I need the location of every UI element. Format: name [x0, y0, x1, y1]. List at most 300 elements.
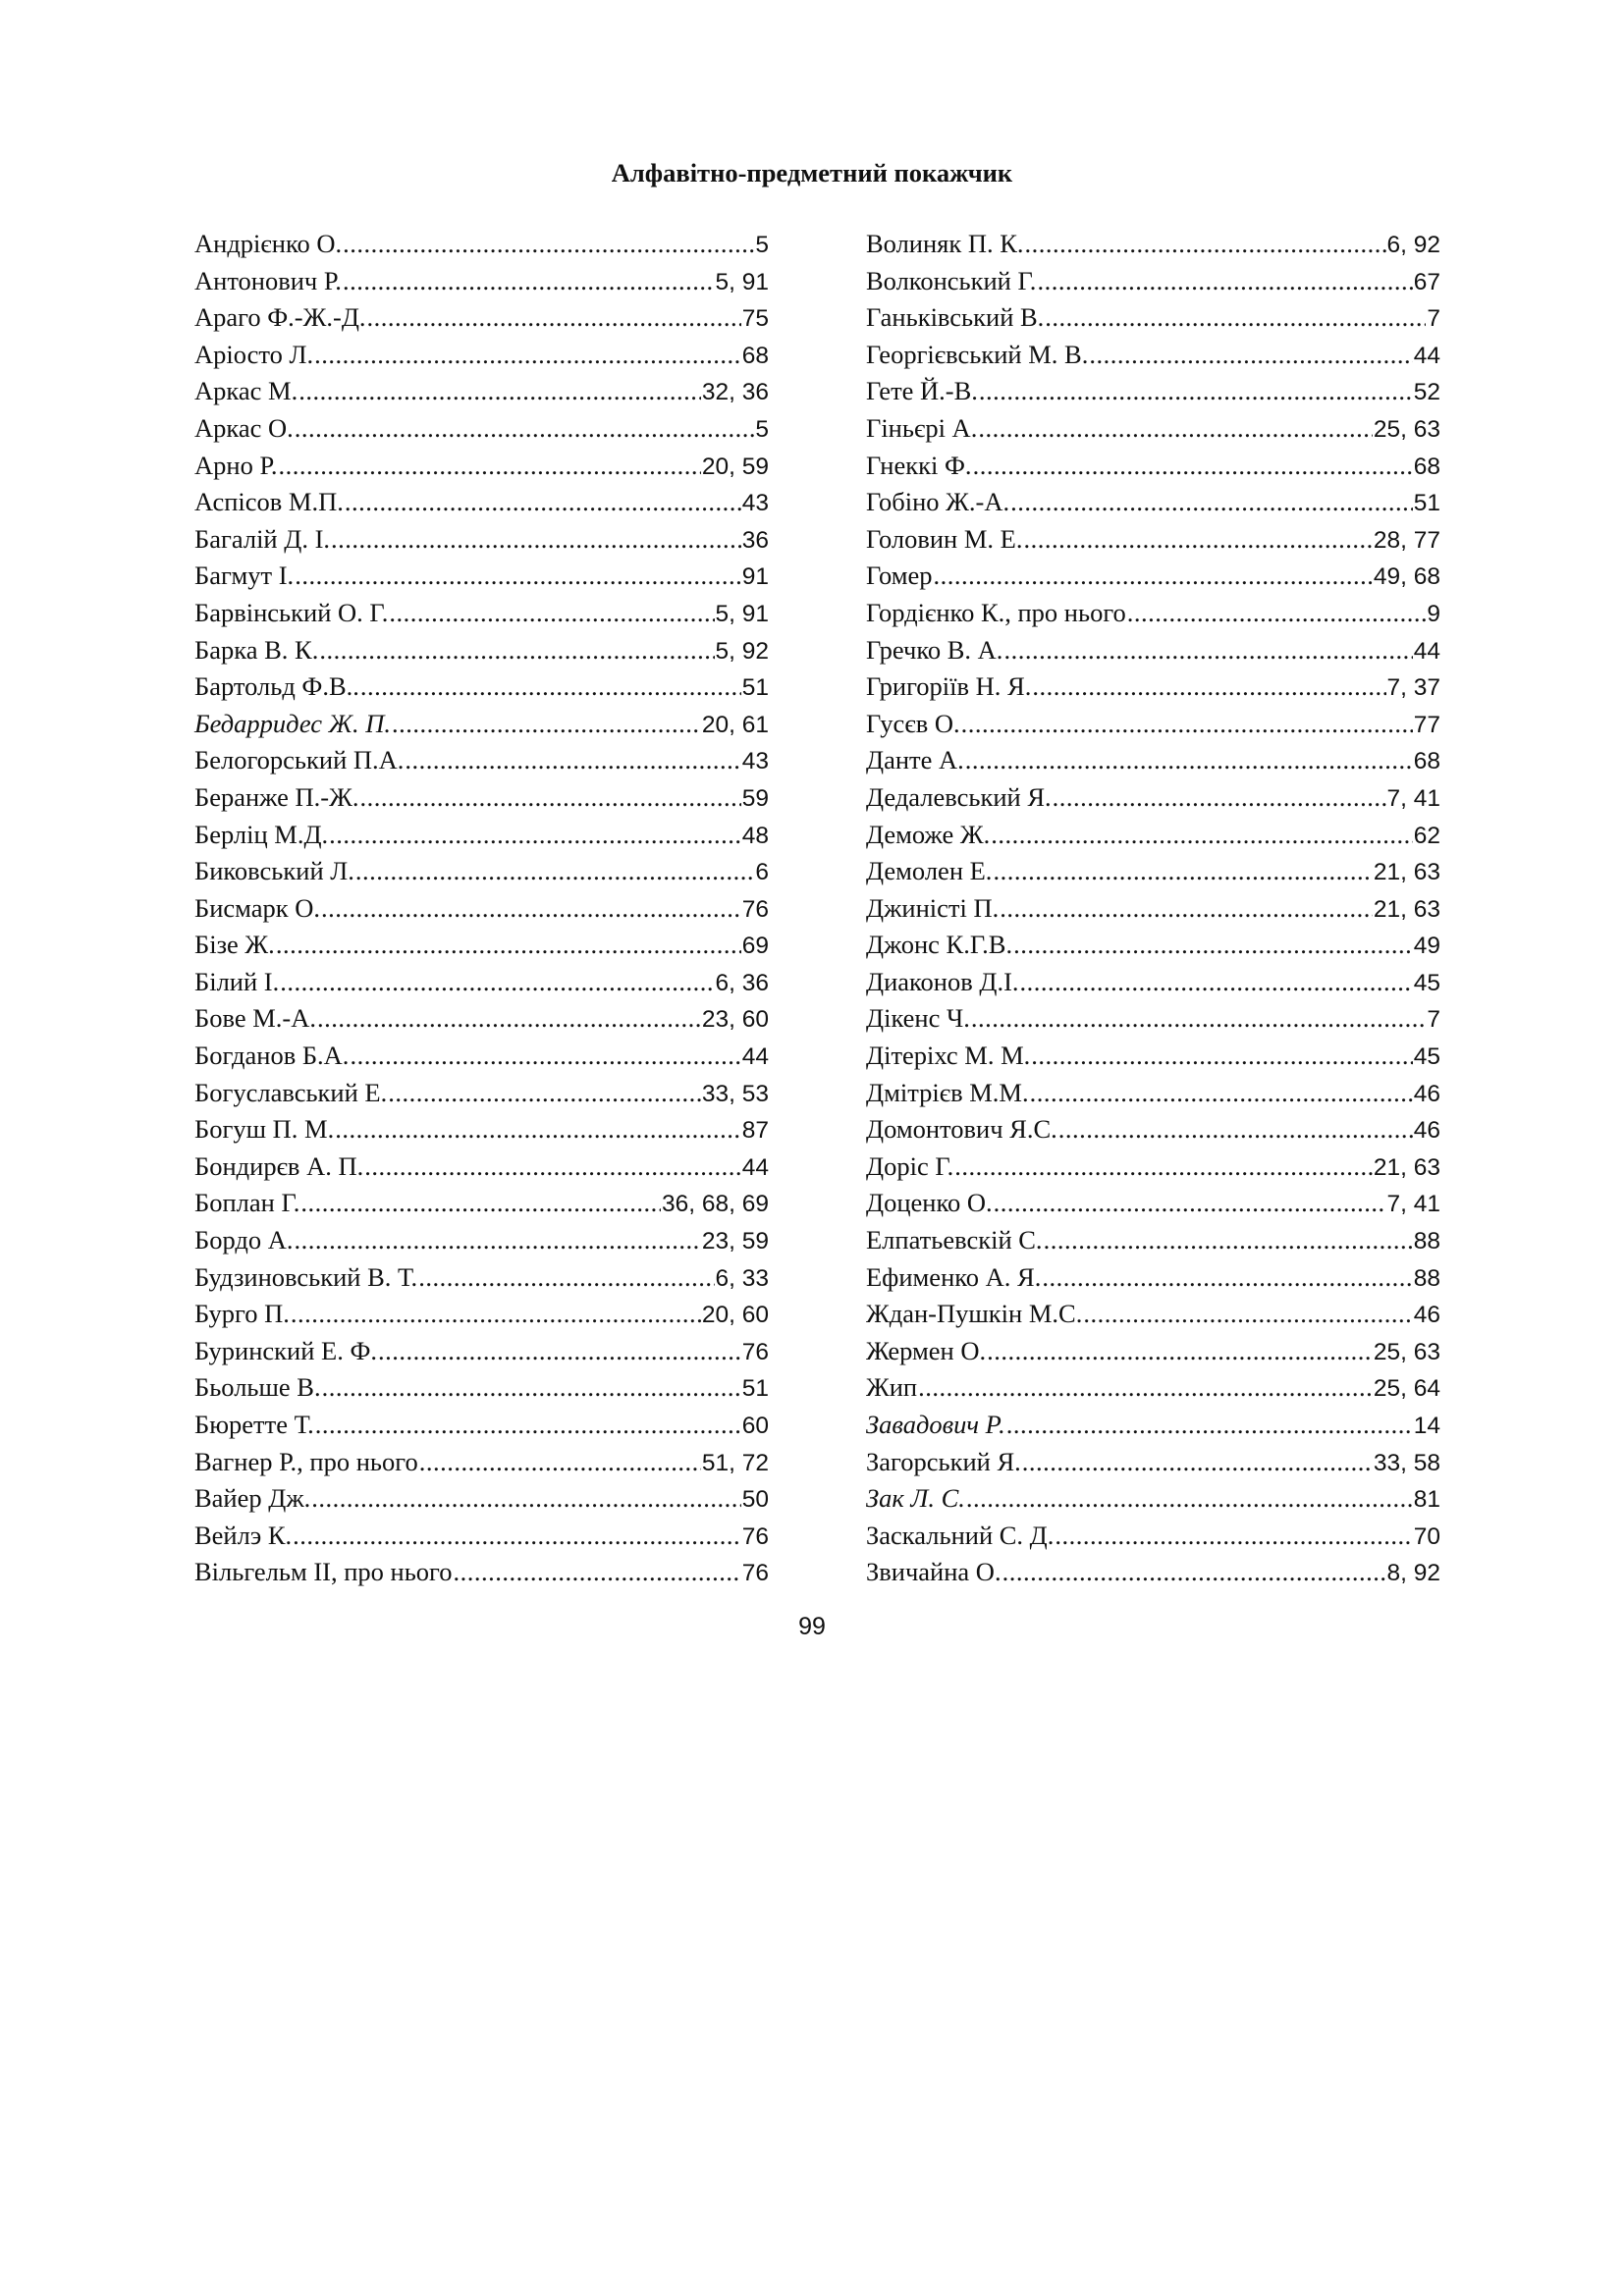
index-entry-pages: 23, 59 — [701, 1228, 769, 1255]
index-entry — [194, 1369, 769, 1407]
index-entry — [866, 817, 1440, 854]
index-entry-pages: 43 — [741, 748, 769, 775]
index-entry-pages: 21, 63 — [1373, 859, 1440, 886]
index-entry — [194, 668, 769, 706]
dot-leader — [355, 853, 755, 890]
index-entry-name: Антонович Р. — [194, 265, 342, 295]
index-entry-name: Волконський Г. — [866, 265, 1037, 295]
index-entry-name: Вейлэ К. — [194, 1520, 293, 1550]
index-entry — [194, 632, 769, 669]
index-entry — [194, 706, 769, 743]
index-entry-name: Гордієнко К., про нього — [866, 597, 1126, 627]
index-entry-pages: 87 — [741, 1117, 769, 1145]
index-entry-pages: 51 — [741, 1375, 769, 1403]
dot-leader — [1020, 964, 1413, 1001]
index-entry-pages: 25, 63 — [1373, 1338, 1440, 1365]
index-entry-pages: 6, 36 — [715, 969, 769, 996]
index-entry-pages: 33, 58 — [1373, 1449, 1440, 1476]
dot-leader — [1022, 1444, 1373, 1481]
dot-leader — [979, 373, 1413, 410]
index-entry-name: Доріс Г. — [866, 1150, 954, 1181]
dot-leader — [295, 1222, 701, 1259]
index-entry-pages: 49, 68 — [1373, 563, 1440, 591]
index-entry-pages: 45 — [1413, 969, 1440, 996]
index-entry-pages: 6, 92 — [1386, 232, 1440, 258]
index-entry-name: Бондирєв А. П. — [194, 1150, 364, 1181]
dot-leader — [1083, 1296, 1412, 1333]
index-entry — [866, 890, 1440, 928]
page-number: 99 — [798, 1613, 826, 1640]
index-entry — [194, 742, 769, 779]
index-entry-name: Богуславський Е. — [194, 1077, 388, 1107]
index-entry — [866, 1075, 1440, 1112]
index-entry-name: Бурго П. — [194, 1299, 290, 1329]
index-entry-pages: 28, 77 — [1373, 526, 1440, 554]
index-entry-name: Дітеріхс М. М. — [866, 1041, 1031, 1071]
index-entry-name: Богуш П. М. — [194, 1114, 335, 1145]
index-entry-pages: 44 — [1413, 637, 1440, 665]
index-entry-name: Багалій Д. І. — [194, 523, 331, 554]
dot-leader — [1003, 632, 1412, 669]
dot-leader — [295, 558, 741, 595]
index-entry-pages: 68 — [1413, 748, 1440, 775]
index-entry — [866, 1038, 1440, 1075]
index-entry-name: Волиняк П. К. — [866, 229, 1024, 258]
dot-leader — [378, 1333, 741, 1370]
index-entry — [194, 263, 769, 300]
index-entry-pages: 7 — [1427, 305, 1440, 333]
index-entry — [194, 890, 769, 928]
index-entry-pages: 77 — [1413, 711, 1440, 738]
dot-leader — [279, 448, 701, 485]
index-entry-pages: 5 — [755, 232, 769, 258]
index-entry — [866, 964, 1440, 1001]
index-entry — [194, 521, 769, 559]
index-entry-pages: 33, 53 — [701, 1080, 769, 1107]
index-entry-pages: 44 — [741, 1043, 769, 1071]
dot-leader — [1045, 299, 1426, 337]
index-entry-pages: 75 — [741, 305, 769, 333]
index-entry — [866, 632, 1440, 669]
dot-leader — [419, 1444, 701, 1481]
index-entry — [866, 706, 1440, 743]
index-entry — [866, 448, 1440, 485]
index-entry-pages: 69 — [741, 933, 769, 960]
dot-leader — [994, 1185, 1386, 1222]
dot-leader — [329, 817, 741, 854]
dot-leader — [1013, 927, 1413, 964]
index-entry — [194, 595, 769, 632]
dot-leader — [1127, 595, 1427, 632]
index-entry — [866, 1111, 1440, 1148]
index-entry-pages: 51, 72 — [701, 1449, 769, 1476]
index-entry-pages: 50 — [741, 1486, 769, 1514]
index-entry-name: Жип — [866, 1372, 918, 1403]
index-entry-name: Ждан-Пушкін М.С. — [866, 1299, 1083, 1329]
index-entry — [866, 521, 1440, 559]
index-entry-name: Гнеккі Ф. — [866, 450, 972, 480]
index-entry-name: Будзиновський В. Т. — [194, 1261, 418, 1292]
index-entry-pages: 46 — [1413, 1302, 1440, 1329]
dot-leader — [321, 890, 741, 928]
index-entry-name: Арно Р. — [194, 450, 278, 480]
dot-leader — [293, 1518, 741, 1555]
index-entry-name: Барвінський О. Г. — [194, 597, 389, 627]
index-entry — [866, 1480, 1440, 1518]
index-entry-name: Бюретте Т. — [194, 1410, 314, 1439]
index-entry — [866, 1554, 1440, 1591]
dot-leader — [1031, 1038, 1412, 1075]
dot-leader — [954, 1148, 1373, 1186]
dot-leader — [405, 742, 740, 779]
index-entry-name: Барка В. К. — [194, 634, 319, 665]
index-entry-pages: 5, 92 — [715, 637, 769, 665]
index-entry — [194, 1075, 769, 1112]
index-entry-name: Бове М.-А. — [194, 1003, 316, 1034]
index-entry-pages: 36 — [741, 526, 769, 554]
dot-leader — [1024, 521, 1373, 559]
dot-leader — [331, 521, 741, 559]
index-entry-name: Зак Л. С. — [866, 1483, 965, 1514]
index-entry-name: Биковський Л. — [194, 856, 354, 886]
index-entry-name: Белогорський П.А. — [194, 745, 405, 775]
index-entry-pages: 5, 91 — [715, 600, 769, 627]
index-entry-pages: 21, 63 — [1373, 1153, 1440, 1181]
index-entry-name: Білий І. — [194, 966, 280, 996]
index-entry-name: Завадович Р. — [866, 1410, 1005, 1439]
index-entry-name: Данте А. — [866, 745, 964, 775]
index-entry-pages: 5, 91 — [715, 268, 769, 295]
index-entry-pages: 49 — [1413, 933, 1440, 960]
index-entry-name: Ганьківський В. — [866, 302, 1045, 333]
index-entry-pages: 23, 60 — [701, 1006, 769, 1034]
dot-leader — [991, 817, 1412, 854]
index-entry — [866, 373, 1440, 410]
index-entry — [194, 1554, 769, 1591]
dot-leader — [1006, 1407, 1413, 1444]
dot-leader — [1037, 263, 1412, 300]
index-entry-name: Аркас М. — [194, 376, 298, 406]
index-entry-pages: 76 — [741, 1522, 769, 1550]
dot-leader — [300, 1185, 661, 1222]
index-entry-name: Бартольд Ф.В.. — [194, 671, 359, 702]
dot-leader — [314, 337, 741, 374]
index-column-right — [866, 226, 1440, 1591]
index-entry — [866, 1185, 1440, 1222]
dot-leader — [1032, 668, 1385, 706]
index-entry — [866, 1444, 1440, 1481]
index-entry-name: Бьольше В. — [194, 1372, 321, 1403]
index-entry-pages: 25, 63 — [1373, 415, 1440, 443]
dot-leader — [1058, 1111, 1413, 1148]
dot-leader — [1000, 890, 1373, 928]
index-entry — [866, 779, 1440, 817]
index-entry-name: Буринский Е. Ф. — [194, 1335, 378, 1365]
index-entry — [866, 337, 1440, 374]
index-entry — [194, 779, 769, 817]
index-entry-pages: 45 — [1413, 1043, 1440, 1071]
index-entry — [866, 1296, 1440, 1333]
index-entry — [866, 1222, 1440, 1259]
index-entry — [194, 1000, 769, 1038]
dot-leader — [1055, 1518, 1412, 1555]
index-entry — [194, 373, 769, 410]
index-entry-name: Джонс К.Г.В. — [866, 930, 1013, 960]
index-entry-name: Георгієвський М. В. — [866, 339, 1089, 369]
dot-leader — [993, 853, 1372, 890]
index-entry — [866, 226, 1440, 263]
dot-leader — [454, 1554, 741, 1591]
index-entry — [194, 1038, 769, 1075]
index-entry-pages: 7 — [1427, 1006, 1440, 1034]
index-entry-pages: 44 — [741, 1153, 769, 1181]
index-entry — [866, 1259, 1440, 1297]
dot-leader — [345, 484, 741, 521]
index-entry-name: Головин М. Е. — [866, 523, 1023, 554]
dot-leader — [350, 1038, 740, 1075]
index-entry — [194, 1259, 769, 1297]
index-entry-pages: 76 — [741, 895, 769, 923]
index-entry-name: Гіньєрі А. — [866, 412, 978, 443]
index-entry-name: Вільгельм II, про нього — [194, 1557, 453, 1587]
index-entry-name: Араго Ф.-Ж.-Д. — [194, 302, 366, 333]
index-entry-pages: 59 — [741, 784, 769, 812]
index-entry-pages: 7, 41 — [1386, 784, 1440, 812]
page-title: Алфавітно-предметний покажчик — [611, 158, 1013, 187]
index-entry-name: Бордо А. — [194, 1225, 294, 1255]
index-entry-pages: 67 — [1413, 268, 1440, 295]
index-entry-name: Демолен Е. — [866, 856, 993, 886]
index-entry — [194, 410, 769, 448]
index-entry — [866, 668, 1440, 706]
index-entry-pages: 52 — [1413, 379, 1440, 406]
index-entry-name: Елпатьевскій С. — [866, 1225, 1043, 1255]
index-entry — [866, 742, 1440, 779]
dot-leader — [1030, 1075, 1413, 1112]
index-entry-pages: 91 — [741, 563, 769, 591]
index-entry-name: Гобіно Ж.-А. — [866, 487, 1010, 517]
index-entry-pages: 9 — [1427, 600, 1440, 627]
index-entry — [866, 595, 1440, 632]
index-entry — [866, 1148, 1440, 1186]
index-entry-pages: 21, 63 — [1373, 895, 1440, 923]
index-entry-name: Домонтович Я.С. — [866, 1114, 1057, 1145]
index-entry-pages: 76 — [741, 1560, 769, 1587]
index-entry-pages: 46 — [1413, 1080, 1440, 1107]
index-entry-pages: 8, 92 — [1386, 1560, 1440, 1587]
index-entry-name: Заскальний С. Д. — [866, 1520, 1055, 1550]
dot-leader — [322, 1369, 741, 1407]
dot-leader — [973, 448, 1413, 485]
index-entry — [194, 1518, 769, 1555]
index-entry — [194, 1296, 769, 1333]
index-entry — [866, 263, 1440, 300]
index-entry — [194, 558, 769, 595]
index-entry-name: Диаконов Д.І. — [866, 966, 1019, 996]
index-entry — [194, 484, 769, 521]
index-entry — [866, 558, 1440, 595]
index-entry-name: Боплан Г. — [194, 1188, 300, 1218]
index-entry-pages: 36, 68, 69 — [662, 1191, 769, 1218]
dot-leader — [311, 1480, 740, 1518]
index-entry-name: Андрієнко О. — [194, 229, 343, 258]
index-entry-pages: 68 — [741, 342, 769, 369]
dot-leader — [918, 1369, 1373, 1407]
index-entry-name: Звичайна О. — [866, 1557, 1001, 1587]
index-entry — [194, 1222, 769, 1259]
index-entry-name: Жермен О. — [866, 1335, 987, 1365]
index-entry — [194, 927, 769, 964]
index-entry-name: Дедалевський Я. — [866, 781, 1052, 812]
index-entry-pages: 7, 41 — [1386, 1191, 1440, 1218]
index-entry-name: Аркас О. — [194, 412, 294, 443]
index-entry-name: Беранже П.-Ж. — [194, 781, 359, 812]
index-entry — [866, 1000, 1440, 1038]
index-entry-pages: 46 — [1413, 1117, 1440, 1145]
dot-leader — [1044, 1222, 1413, 1259]
index-entry-name: Аспісов М.П. — [194, 487, 344, 517]
index-entry-name: Григоріїв Н. Я. — [866, 671, 1032, 702]
index-entry — [866, 1333, 1440, 1370]
index-entry-name: Загорський Я. — [866, 1446, 1021, 1476]
dot-leader — [1025, 226, 1386, 263]
index-entry-name: Гомер — [866, 561, 933, 591]
index-entry-name: Доценко О. — [866, 1188, 993, 1218]
index-entry — [194, 299, 769, 337]
index-entry-pages: 81 — [1413, 1486, 1440, 1514]
index-entry-pages: 20, 60 — [701, 1302, 769, 1329]
index-entry — [866, 410, 1440, 448]
index-entry — [866, 484, 1440, 521]
index-entry-pages: 20, 59 — [701, 453, 769, 480]
index-entry-pages: 68 — [1413, 453, 1440, 480]
index-entry-pages: 88 — [1413, 1228, 1440, 1255]
index-entry — [866, 853, 1440, 890]
index-entry-pages: 14 — [1413, 1413, 1440, 1439]
dot-leader — [317, 1000, 701, 1038]
dot-leader — [319, 632, 714, 669]
index-entry-pages: 32, 36 — [701, 379, 769, 406]
dot-leader — [280, 964, 714, 1001]
index-entry-pages: 44 — [1413, 342, 1440, 369]
index-entry — [194, 1333, 769, 1370]
dot-leader — [359, 779, 740, 817]
index-entry-pages: 60 — [741, 1413, 769, 1439]
index-entry — [194, 337, 769, 374]
dot-leader — [388, 1075, 701, 1112]
index-entry-pages: 6, 33 — [715, 1264, 769, 1292]
index-entry-pages: 51 — [1413, 490, 1440, 517]
index-entry-name: Гусєв О. — [866, 708, 960, 738]
index-entry-name: Ефименко А. Я. — [866, 1261, 1042, 1292]
dot-leader — [961, 706, 1413, 743]
index-entry-name: Деможе Ж. — [866, 819, 991, 849]
index-entry — [194, 1407, 769, 1444]
index-entry-name: Дікенс Ч. — [866, 1003, 970, 1034]
dot-leader — [392, 706, 701, 743]
dot-leader — [364, 1148, 741, 1186]
index-entry — [194, 853, 769, 890]
index-entry-name: Багмут І. — [194, 561, 295, 591]
index-column-left — [194, 226, 769, 1591]
dot-leader — [965, 742, 1413, 779]
index-entry-name: Бисмарк О. — [194, 892, 321, 923]
index-entry — [866, 927, 1440, 964]
index-entry-name: Вагнер Р., про нього — [194, 1446, 418, 1476]
dot-leader — [295, 410, 755, 448]
dot-leader — [934, 558, 1373, 595]
dot-leader — [1042, 1259, 1412, 1297]
index-entry — [866, 1518, 1440, 1555]
dot-leader — [987, 1333, 1373, 1370]
index-entry — [194, 448, 769, 485]
dot-leader — [298, 373, 701, 410]
dot-leader — [335, 1111, 741, 1148]
index-entry-name: Вайер Дж. — [194, 1483, 311, 1514]
index-entry-pages: 76 — [741, 1338, 769, 1365]
index-entry-name: Берліц М.Д. — [194, 819, 329, 849]
index-entry — [866, 1369, 1440, 1407]
index-entry — [194, 1480, 769, 1518]
index-entry-pages: 43 — [741, 490, 769, 517]
index-entry-pages: 5 — [755, 415, 769, 443]
dot-leader — [418, 1259, 714, 1297]
dot-leader — [1010, 484, 1413, 521]
dot-leader — [978, 410, 1373, 448]
index-entry-name: Аріосто Л. — [194, 339, 314, 369]
index-entry — [194, 817, 769, 854]
index-entry-name: Гете Й.-В. — [866, 376, 978, 406]
index-entry — [866, 299, 1440, 337]
dot-leader — [360, 668, 741, 706]
dot-leader — [343, 226, 754, 263]
dot-leader — [315, 1407, 741, 1444]
index-entry-pages: 7, 37 — [1386, 674, 1440, 702]
dot-leader — [1089, 337, 1412, 374]
dot-leader — [343, 263, 715, 300]
dot-leader — [367, 299, 741, 337]
dot-leader — [276, 927, 741, 964]
index-entry — [194, 1444, 769, 1481]
index-entry — [194, 1185, 769, 1222]
index-entry-name: Бізе Ж. — [194, 930, 275, 960]
dot-leader — [971, 1000, 1427, 1038]
index-entry-name: Богданов Б.А. — [194, 1041, 350, 1071]
index-entry-name: Джиністі П. — [866, 892, 1000, 923]
index-entry-name: Дмітрієв М.М. — [866, 1077, 1029, 1107]
dot-leader — [1053, 779, 1386, 817]
index-entry — [194, 1148, 769, 1186]
index-entry-name: Гречко В. А. — [866, 634, 1003, 665]
index-entry-pages: 70 — [1413, 1522, 1440, 1550]
index-entry-name: Бедарридес Ж. П. — [194, 708, 391, 738]
index-entry-pages: 62 — [1413, 822, 1440, 849]
index-entry-pages: 88 — [1413, 1264, 1440, 1292]
index-entry-pages: 51 — [741, 674, 769, 702]
dot-leader — [291, 1296, 701, 1333]
index-entry-pages: 25, 64 — [1373, 1375, 1440, 1403]
dot-leader — [389, 595, 714, 632]
index-entry — [194, 964, 769, 1001]
index-entry-pages: 48 — [741, 822, 769, 849]
index-entry-pages: 20, 61 — [701, 711, 769, 738]
index-entry-pages: 6 — [755, 859, 769, 886]
dot-leader — [1002, 1554, 1386, 1591]
index-entry — [194, 1111, 769, 1148]
index-entry — [866, 1407, 1440, 1444]
dot-leader — [966, 1480, 1413, 1518]
index-entry — [194, 226, 769, 263]
